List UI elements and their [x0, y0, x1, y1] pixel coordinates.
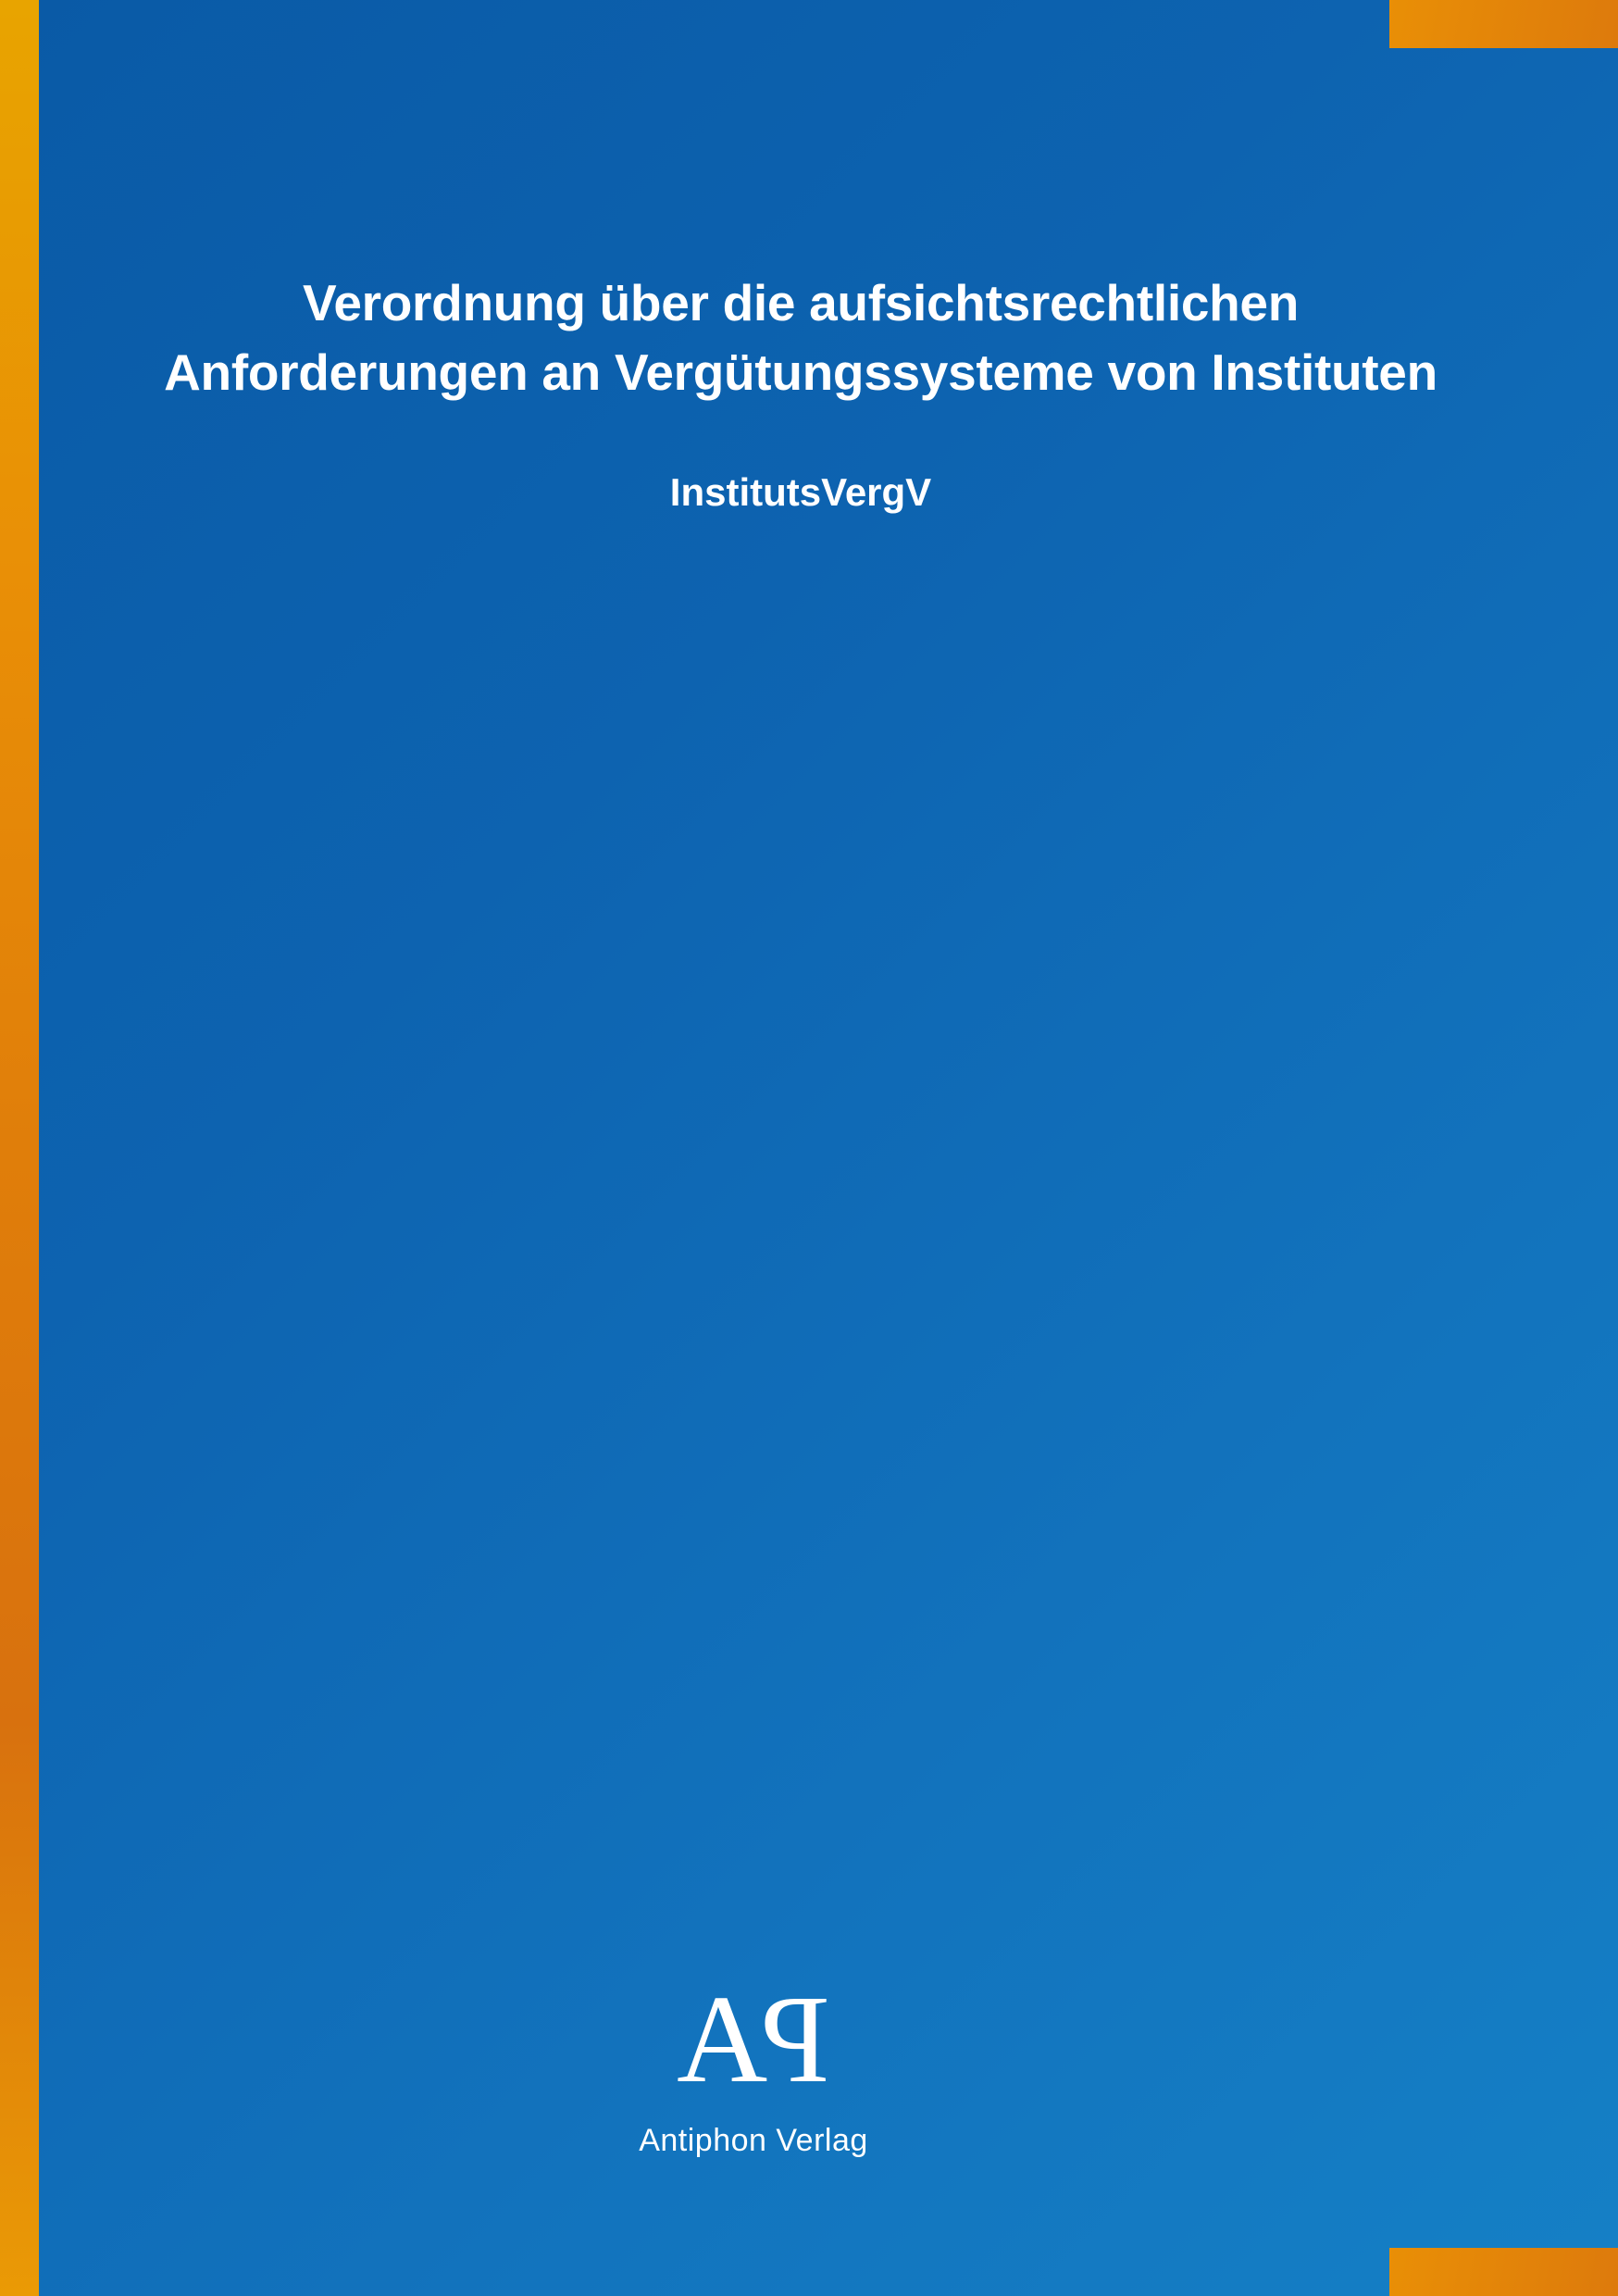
page-subtitle: InstitutsVergV [669, 469, 932, 514]
logo-letter-a: A [677, 1970, 765, 2109]
page-title: Verordnung über die aufsichtsrechtlichen Anforderungen an Vergütungssysteme von Instituten [164, 274, 1438, 401]
title-block [143, 268, 1458, 515]
top-right-accent-block [1389, 0, 1618, 48]
left-accent-stripe [0, 0, 39, 2296]
publisher-block [0, 1970, 1618, 2159]
publisher-logo-icon [639, 1970, 868, 2109]
logo-letter-p: P [764, 1970, 830, 2109]
publisher-name: Antiphon Verlag [639, 2123, 868, 2158]
bottom-right-accent-block [1389, 2248, 1618, 2296]
